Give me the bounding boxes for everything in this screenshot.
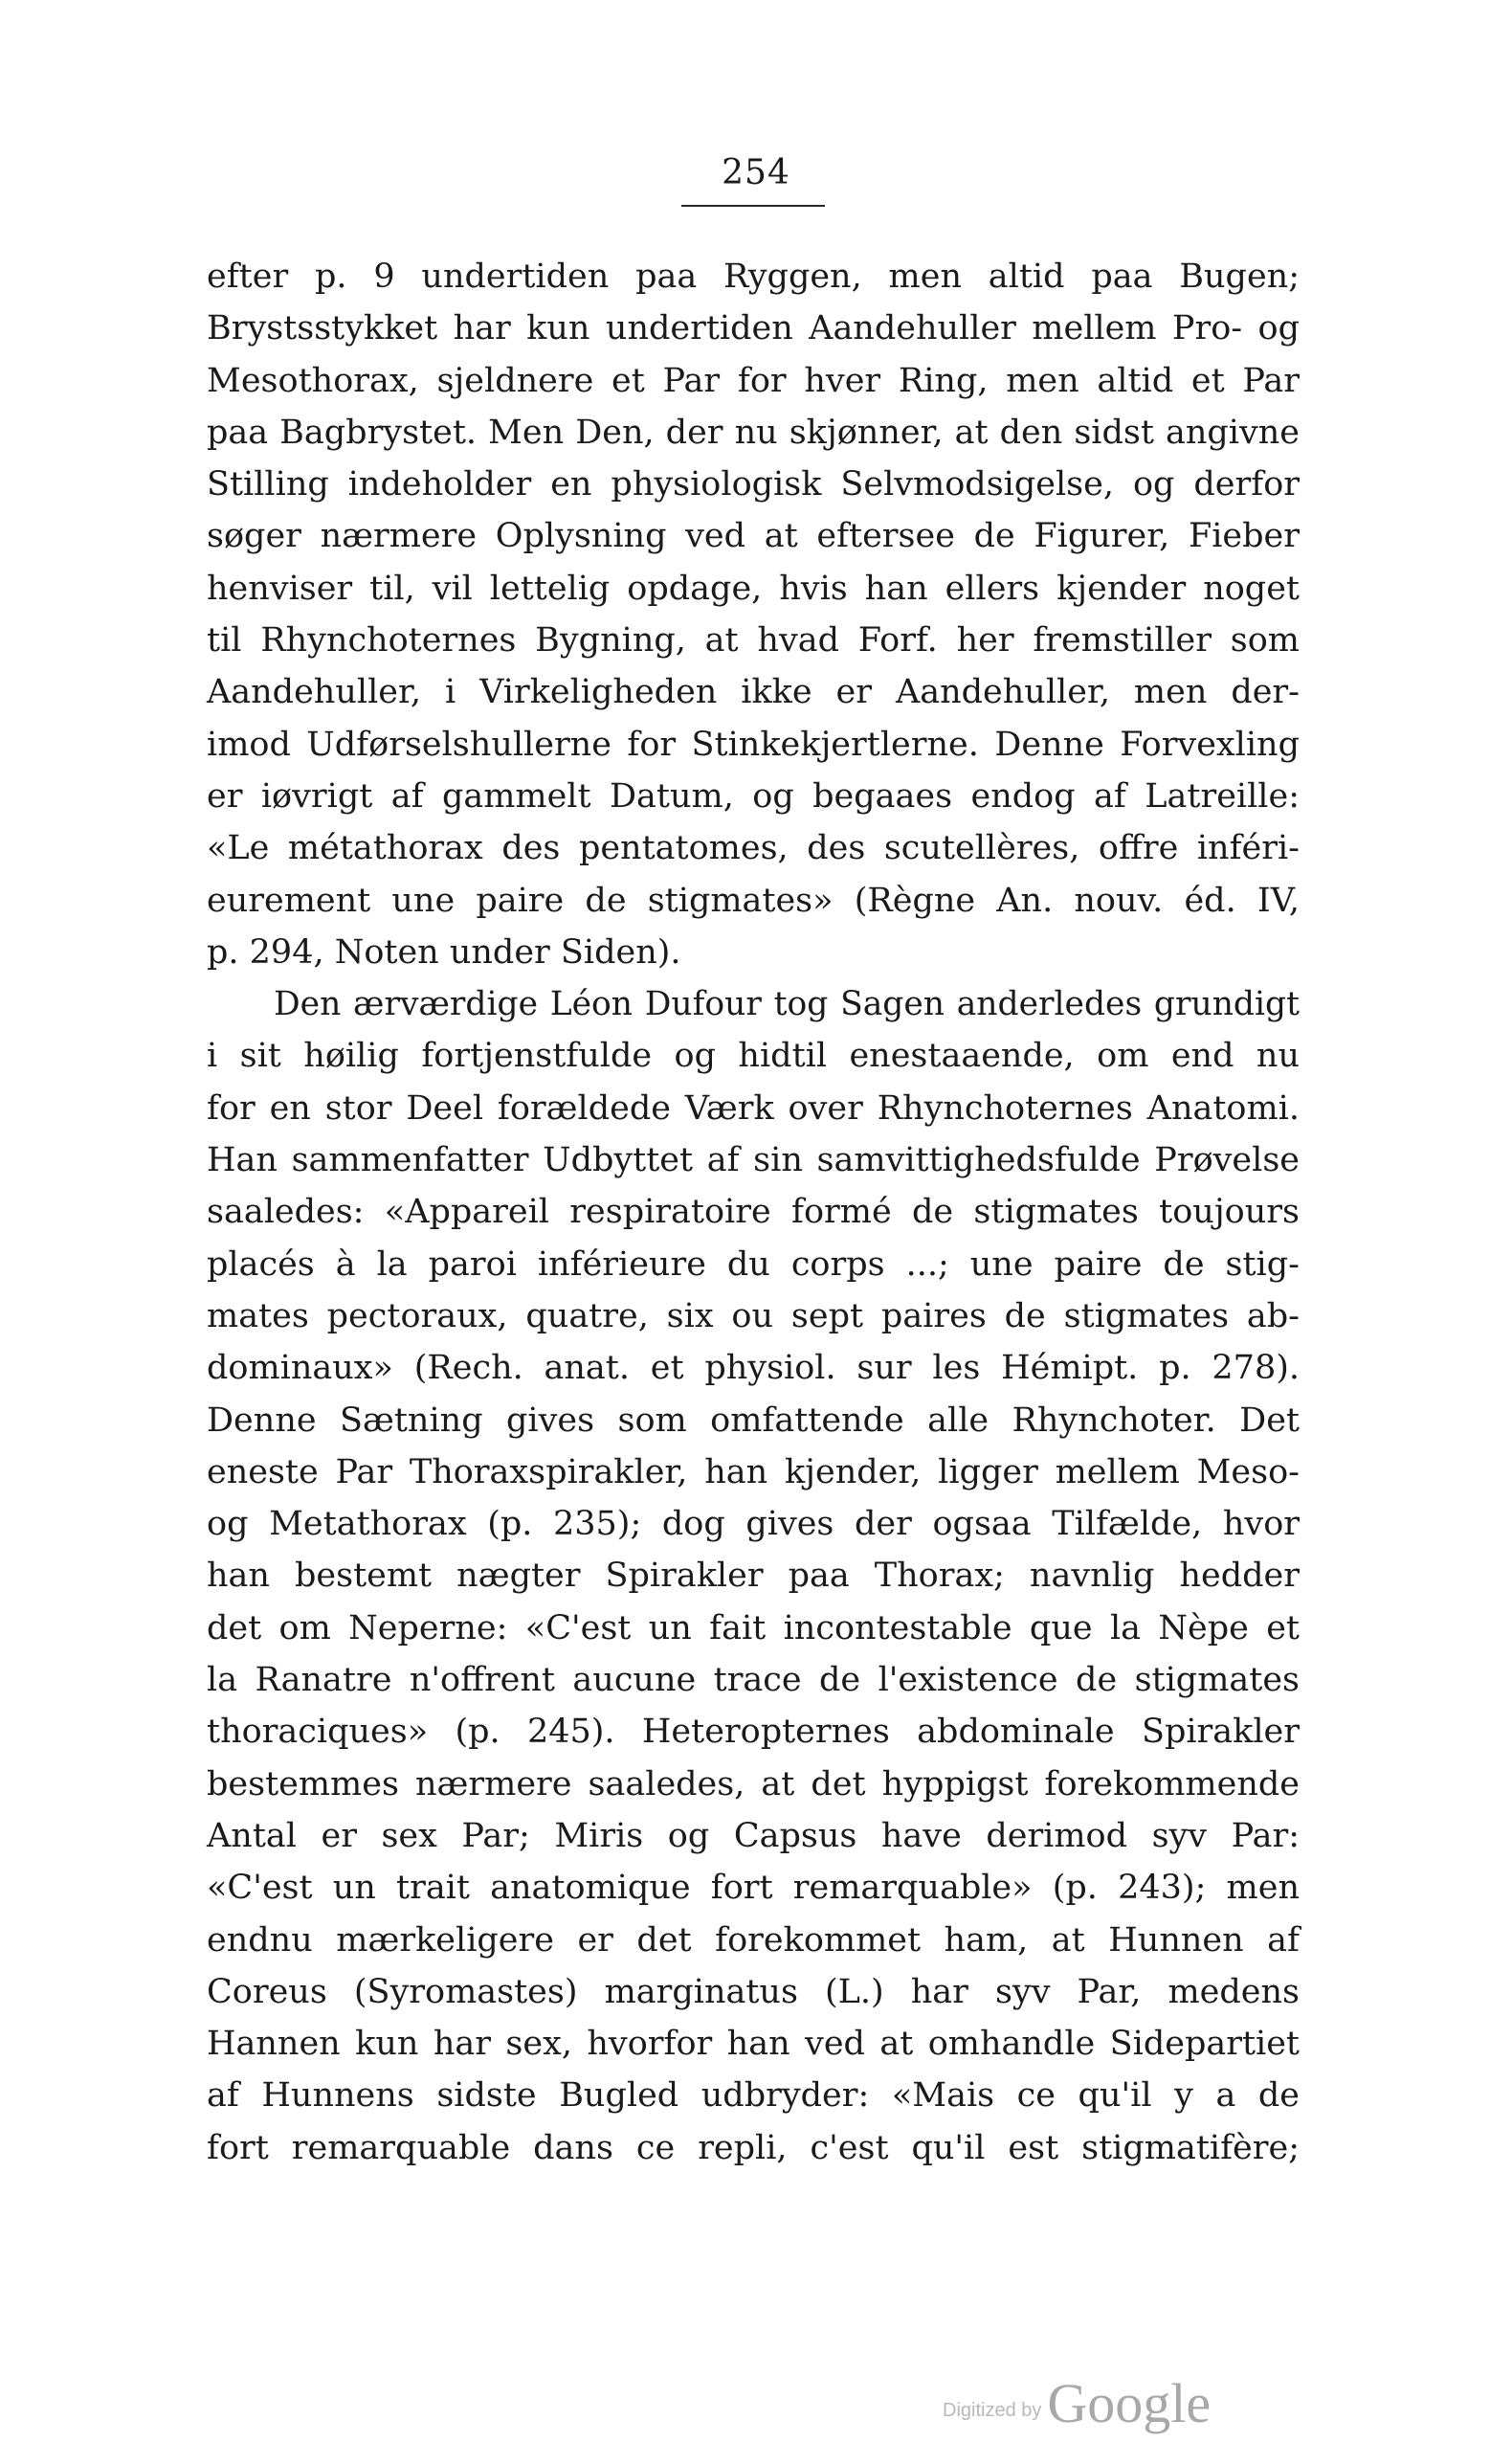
text-line: Aandehuller, i Virkeligheden ikke er Aandehuller, men der- bbox=[207, 673, 1300, 712]
digitization-watermark bbox=[943, 2364, 1258, 2434]
text-line: placés à la paroi inférieure du corps ...; une paire de stig- bbox=[207, 1244, 1300, 1284]
text-line: fort remarquable dans ce repli, c'est qu'il est stigmatifère; bbox=[207, 2128, 1300, 2167]
text-line: endnu mærkeligere er det forekommet ham, at Hunnen af bbox=[207, 1920, 1300, 1960]
text-line: imod Udførselshullerne for Stinkekjertlerne. Denne Forvexling bbox=[207, 725, 1300, 764]
page-number-rule bbox=[681, 205, 825, 207]
text-line: søger nærmere Oplysning ved at eftersee de Figurer, Fieber bbox=[207, 517, 1300, 556]
page-number: 254 bbox=[722, 153, 790, 192]
text-line: «Le métathorax des pentatomes, des scutellères, offre inféri- bbox=[207, 829, 1300, 868]
text-line: Denne Sætning gives som omfattende alle Rhynchoter. Det bbox=[207, 1400, 1300, 1440]
text-line: eneste Par Thoraxspirakler, han kjender, ligger mellem Meso- bbox=[207, 1452, 1300, 1491]
text-line: saaledes: «Appareil respiratoire formé de stigmates toujours bbox=[207, 1193, 1300, 1232]
text-line: i sit høilig fortjenstfulde og hidtil enestaaende, om end nu bbox=[207, 1037, 1300, 1076]
text-line: han bestemt nægter Spirakler paa Thorax; navnlig hedder bbox=[207, 1557, 1300, 1596]
text-line: Den ærværdige Léon Dufour tog Sagen anderledes grundigt bbox=[274, 985, 1300, 1024]
text-line: Mesothorax, sjeldnere et Par for hver Ring, men altid et Par bbox=[207, 361, 1300, 400]
text-line: det om Neperne: «C'est un fait incontestable que la Nèpe et bbox=[207, 1608, 1300, 1647]
text-line: til Rhynchoternes Bygning, at hvad Forf. her fremstiller som bbox=[207, 621, 1300, 661]
watermark-prefix: Digitized by bbox=[943, 2400, 1042, 2421]
text-line: efter p. 9 undertiden paa Ryggen, men altid paa Bugen; bbox=[207, 258, 1300, 296]
text-line: Han sammenfatter Udbyttet af sin samvittighedsfulde Prøvelse bbox=[207, 1141, 1300, 1180]
text-line: p. 294, Noten under Siden). bbox=[207, 932, 681, 972]
text-line: «C'est un trait anatomique fort remarquable» (p. 243); men bbox=[207, 1869, 1300, 1908]
google-logo: Google bbox=[1047, 2372, 1212, 2434]
text-line: Brystsstykket har kun undertiden Aandehuller mellem Pro- og bbox=[207, 309, 1300, 348]
text-line: paa Bagbrystet. Men Den, der nu skjønner, at den sidst angivne bbox=[207, 413, 1300, 452]
text-line: mates pectoraux, quatre, six ou sept paires de stigmates ab- bbox=[207, 1296, 1300, 1335]
text-line: for en stor Deel forældede Værk over Rhynchoternes Anatomi. bbox=[207, 1088, 1300, 1128]
text-line: Coreus (Syromastes) marginatus (L.) har syv Par, medens bbox=[207, 1972, 1300, 2011]
text-line: Stilling indeholder en physiologisk Selvmodsigelse, og derfor bbox=[207, 465, 1300, 504]
text-line: henviser til, vil lettelig opdage, hvis han ellers kjender noget bbox=[207, 569, 1300, 608]
text-line: eurement une paire de stigmates» (Règne An. nouv. éd. IV, bbox=[207, 881, 1300, 920]
text-line: la Ranatre n'offrent aucune trace de l'existence de stigmates bbox=[207, 1661, 1300, 1700]
text-line: Antal er sex Par; Miris og Capsus have derimod syv Par: bbox=[207, 1816, 1300, 1855]
text-line: og Metathorax (p. 235); dog gives der ogsaa Tilfælde, hvor bbox=[207, 1505, 1300, 1544]
text-line: bestemmes nærmere saaledes, at det hyppigst forekommende bbox=[207, 1764, 1300, 1803]
text-line: er iøvrigt af gammelt Datum, og begaaes endog af Latreille: bbox=[207, 776, 1300, 816]
body-text bbox=[207, 251, 1300, 2174]
text-line: af Hunnens sidste Bugled udbryder: «Mais ce qu'il y a de bbox=[207, 2076, 1300, 2116]
text-line: thoraciques» (p. 245). Heteropternes abdominale Spirakler bbox=[207, 1713, 1300, 1752]
text-line: dominaux» (Rech. anat. et physiol. sur les Hémipt. p. 278). bbox=[207, 1349, 1300, 1388]
text-line: Hannen kun har sex, hvorfor han ved at omhandle Sidepartiet bbox=[207, 2025, 1300, 2064]
